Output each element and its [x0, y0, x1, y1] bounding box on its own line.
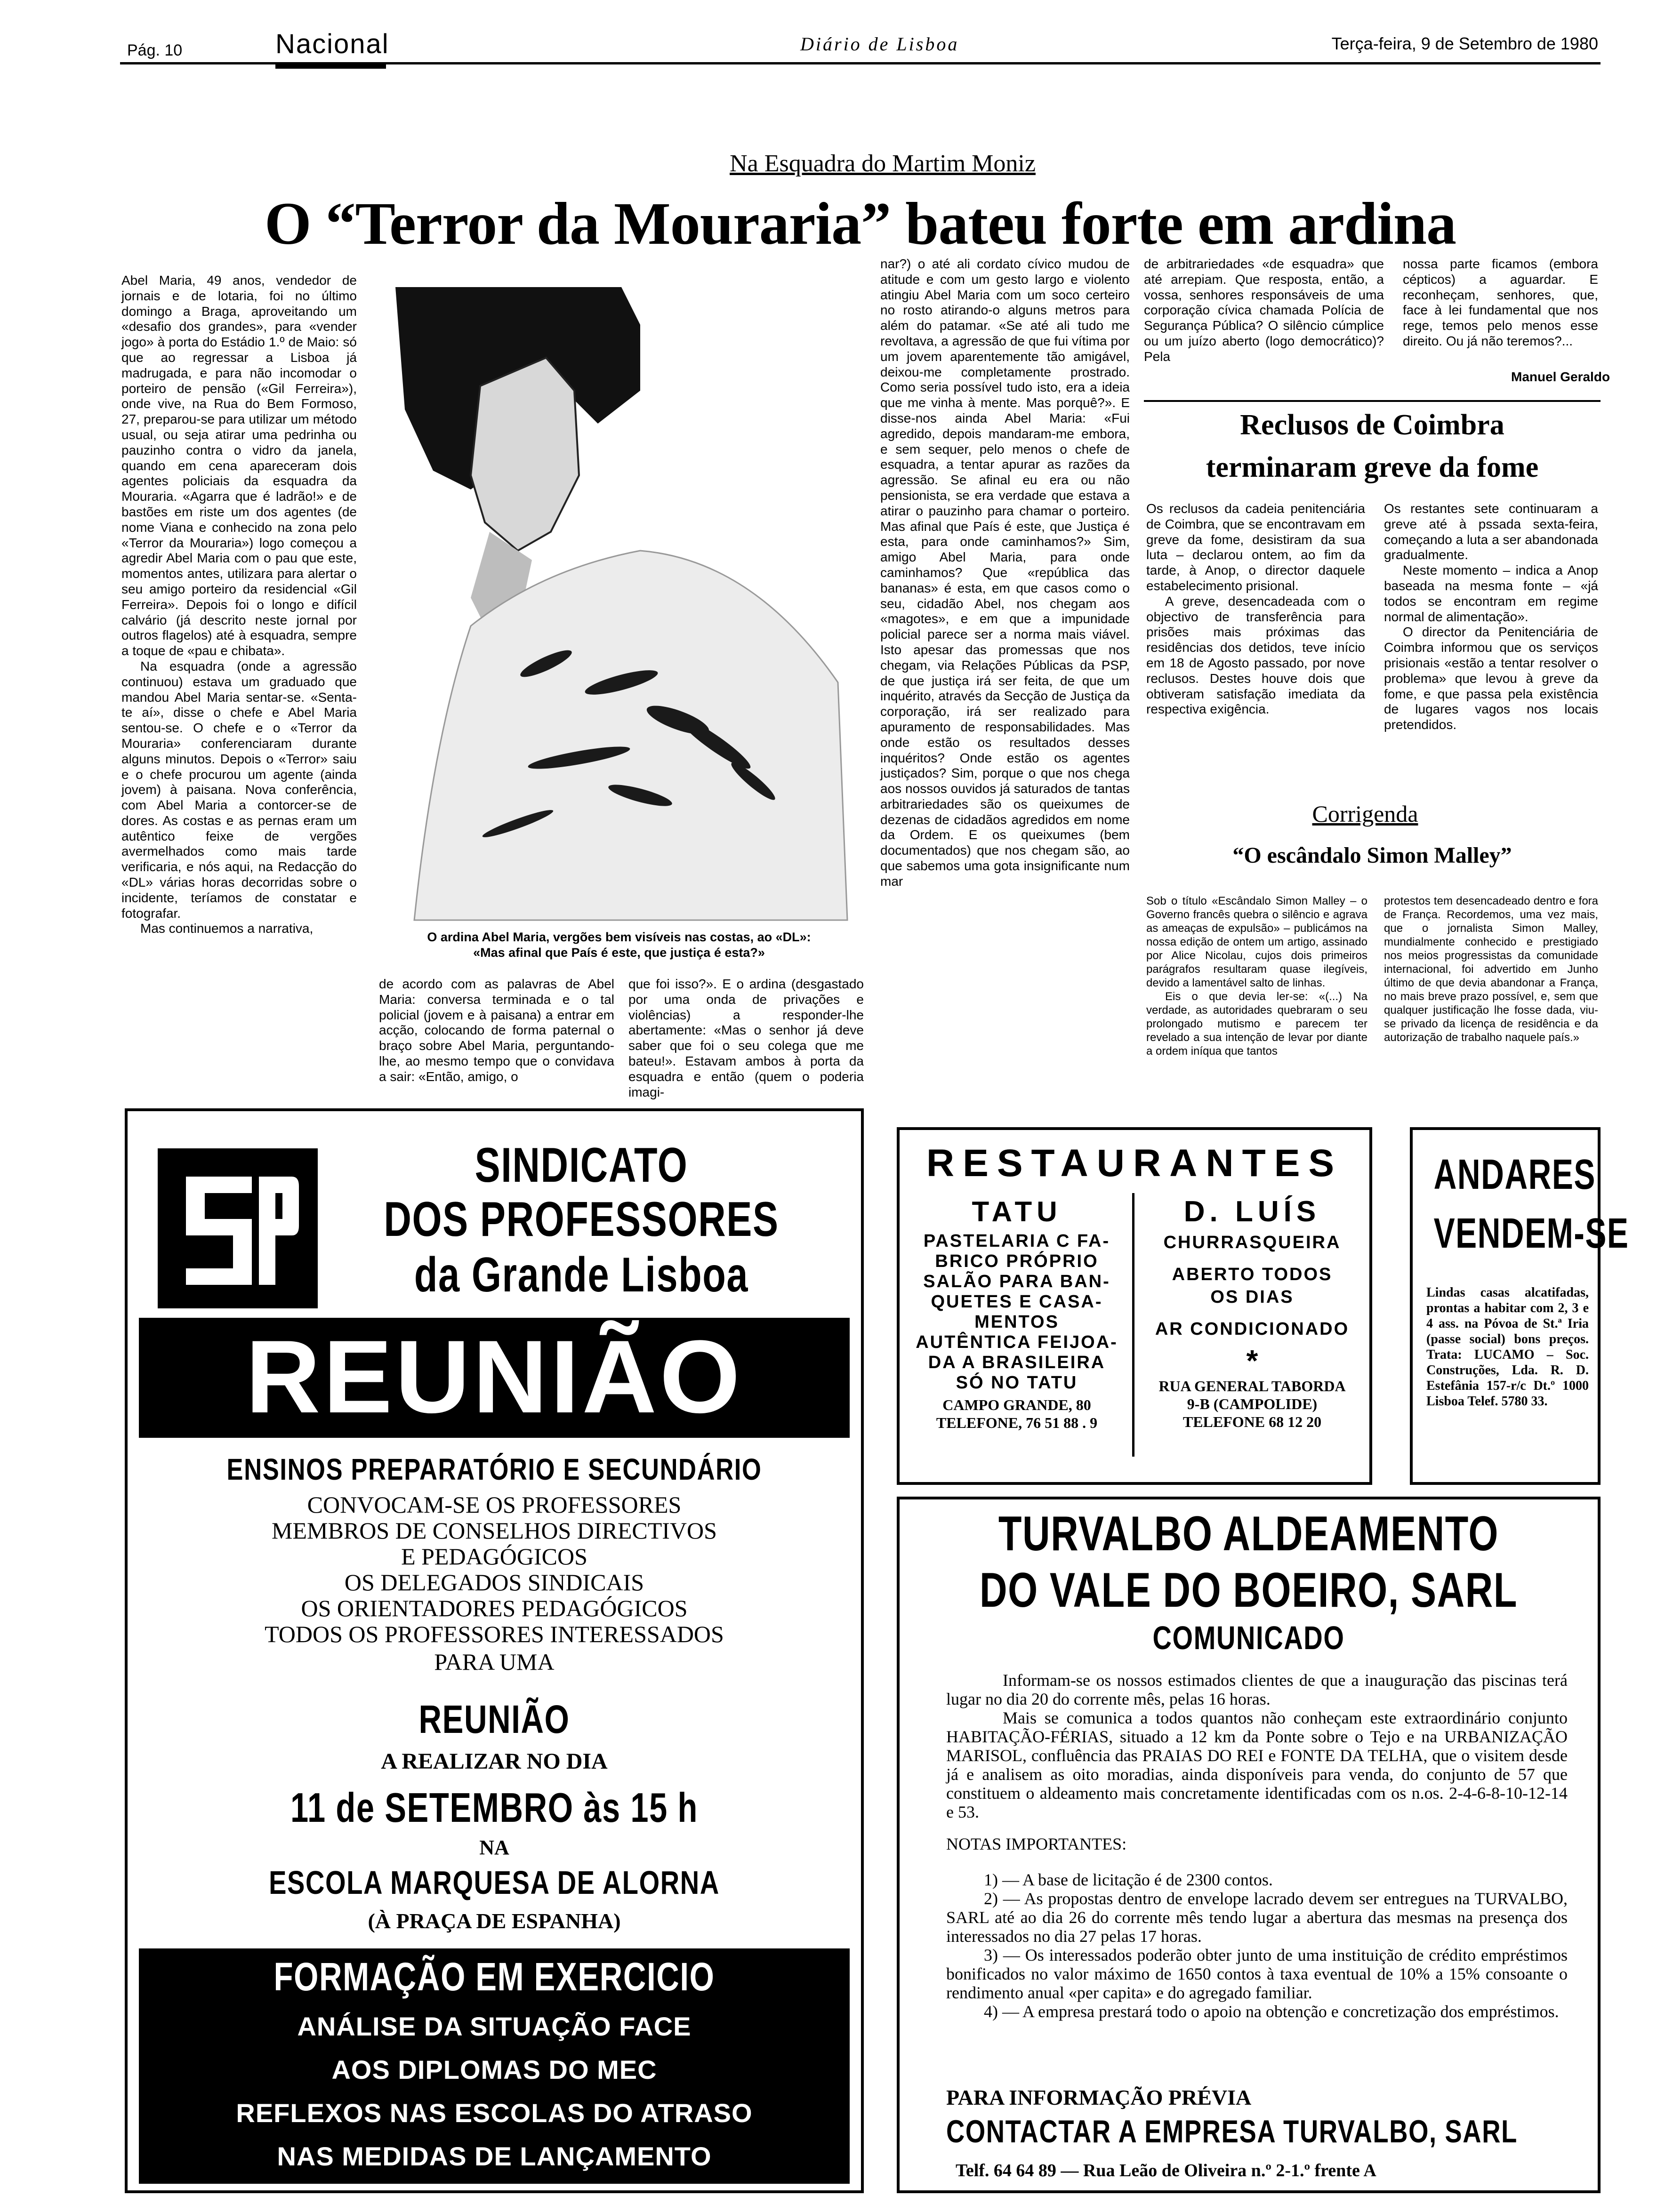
formacao-line: ANÁLISE DA SITUAÇÃO FACE	[297, 2012, 692, 2041]
sindicato-title-block	[325, 1139, 838, 1303]
reclusos-paragraph: A greve, desencadeada com o objectivo de transferência para prisões mais próximas das residências dos detidos, teve início em 18 de Agosto passado, por nove reclusos. Destes houve dois que obtiveram satisfação imediata da respectiva exigência.	[1146, 593, 1365, 717]
restaurantes-divider	[1132, 1193, 1134, 1457]
issue-date: Terça-feira, 9 de Setembro de 1980	[1331, 34, 1598, 53]
sindicato-line: E PEDAGÓGICOS	[401, 1543, 587, 1570]
turvalbo-paragraph: Informam-se os nossos estimados clientes de que a inauguração das piscinas terá lugar no dia 20 do corrente mês, pelas 16 horas.	[946, 1671, 1568, 1708]
formacao-line: REFLEXOS NAS ESCOLAS DO ATRASO	[236, 2098, 753, 2128]
sindicato-venue-sub: (À PRAÇA DE ESPANHA)	[368, 1909, 621, 1933]
tatu-address-line: TELEFONE, 76 51 88 . 9	[936, 1414, 1098, 1431]
story-paragraph: que foi isso?». E o ardina (desgastado por uma onda de privações e violências) a responder-lhe abertamente: «Mas o senhor já deve saber que foi o seu colega que me bateu!». Estavam ambos à porta da esquadra e então (quem o poderia imagi-	[628, 977, 864, 1099]
sindicato-formacao-block	[139, 1948, 850, 2184]
caption-line: «Mas afinal que País é este, que justiça é esta?»	[473, 946, 765, 960]
sp-logo	[158, 1148, 318, 1308]
tatu-lines	[906, 1231, 1127, 1393]
restaurantes-title: RESTAURANTES	[926, 1142, 1343, 1185]
andares-title-1: ANDARES	[1433, 1151, 1596, 1198]
corrigenda-paragraph: protestos tem desencadeado dentro e fora de França. Recordemos, uma vez mais, que o jornalista Simon Malley, mundialmente conhecido e prestigiado nos meios progressistas da comunidade internacional, foi advertido em Junho último de que devia abandonar a França, no mais breve prazo possível, e, sem que qualquer justificação lhe fosse dada, viu-se privado da licença de residência e da autorização de trabalho naquele país.»	[1384, 895, 1598, 1044]
dluis-line	[1139, 1254, 1365, 1263]
reclusos-col-2	[1384, 501, 1598, 784]
story-paragraph: Mas continuemos a narrativa,	[140, 921, 314, 936]
dluis-line: OS DIAS	[1210, 1287, 1294, 1307]
turvalbo-info: PARA INFORMAÇÃO PRÉVIA	[946, 2085, 1252, 2109]
tatu-block	[906, 1195, 1127, 1432]
sindicato-line: OS ORIENTADORES PEDAGÓGICOS	[301, 1595, 688, 1621]
paper-name: Diário de Lisboa	[800, 33, 959, 55]
dluis-line: AR CONDICIONADO	[1155, 1319, 1350, 1339]
sindicato-a-realizar: A REALIZAR NO DIA	[381, 1749, 608, 1774]
reclusos-headline-1: Reclusos de Coimbra	[1240, 409, 1504, 441]
corrigenda-title: Corrigenda	[1312, 801, 1418, 827]
corrigenda-col-2	[1384, 894, 1598, 1085]
corrigenda-subtitle: “O escândalo Simon Malley”	[1232, 843, 1512, 868]
reclusos-col-1	[1146, 501, 1365, 784]
andares-title-2: VENDEM-SE	[1433, 1210, 1629, 1257]
tatu-line: QUETES E CASA-	[931, 1292, 1103, 1312]
section-underline	[275, 63, 386, 69]
turvalbo-phone: Telf. 64 64 89 — Rua Leão de Oliveira n.º 2-1.º frente A	[956, 2161, 1376, 2180]
sindicato-na: NA	[479, 1836, 509, 1859]
tatu-line: BRICO PRÓPRIO	[935, 1251, 1099, 1271]
page-number: Pág. 10	[127, 41, 183, 59]
photo-caption	[377, 930, 861, 961]
dluis-line	[1139, 1308, 1365, 1318]
tatu-address	[906, 1396, 1127, 1432]
turvalbo-nota: 4) — A empresa prestará todo o apoio na obtenção e concretização dos empréstimos.	[984, 2002, 1559, 2021]
sindicato-banner: REUNIÃO	[139, 1318, 850, 1438]
corrigenda-paragraph: Sob o título «Escândalo Simon Malley – o Governo francês quebra o silêncio e agrava as ameaças de expulsão» – publicámos na nossa edição de ontem um artigo, assinado por Alice Nicolau, cujos dois primeiros parágrafos resultaram quase ilegíveis, devido a lamentável salto de linhas.	[1146, 895, 1367, 989]
turvalbo-notas-title: NOTAS IMPORTANTES:	[946, 1835, 1127, 1853]
turvalbo-nota: 3) — Os interessados poderão obter junto de uma instituição de crédito empréstimos bonificados no valor máximo de 1650 contos à taxa eventual de 10% a 15% consoante o rendimento anual «per capita» e do agregado familiar.	[946, 1946, 1568, 2002]
sindicato-para-uma: PARA UMA	[434, 1649, 555, 1675]
story-paragraph: de arbitrariedades «de esquadra» que até arrepiam. Que resposta, então, a vossa, senhores responsáveis de uma corporação cívica chamada Polícia de Segurança Pública? O silêncio cúmplice ou um juízo aberto (logo democrático)? Pela	[1144, 256, 1384, 364]
story-col-1	[121, 273, 357, 1082]
reclusos-paragraph: Os restantes sete continuaram a greve até à pssada sexta-feira, começando a luta a ser abandonada gradualmente.	[1384, 501, 1598, 562]
story-headline: O “Terror da Mouraria” bateu forte em ardina	[264, 190, 1456, 257]
tatu-address-line: CAMPO GRANDE, 80	[942, 1396, 1091, 1413]
sindicato-title-2: DOS PROFESSORES	[384, 1192, 779, 1247]
story-col-5	[1144, 256, 1384, 412]
story-col-2	[379, 977, 614, 1085]
andares-text: Lindas casas alcatifadas, prontas a habitar com 2, 3 e 4 ass. na Póvoa de St.ª Iria (passe social) bons preços. Trata: LUCAMO – Soc. Construções, Lda. R. D. Estefânia 157-r/c Dt.º 1000 Lisboa Telef. 5780 33.	[1426, 1285, 1589, 1409]
sindicato-subtitle: ENSINOS PREPARATÓRIO E SECUNDÁRIO	[226, 1452, 762, 1486]
story-paragraph: Abel Maria, 49 anos, vendedor de jornais e de lotaria, foi no último domingo a Braga, aproveitando um «desafio dos grandes», para «vender jogo» à porta do Estádio 1.º de Maio: só que ao regressar a Lisboa já madrugada, e para não incomodar o porteiro de pensão («Gil Ferreira»), onde vive, na Rua do Bem Formoso, 27, preparou-se para utilizar um método usual, ou seja atirar uma pedrinha ou pauzinho contra o vidro da janela, quando em cena apareceram dois agentes policiais da esquadra da Mouraria. «Agarra que é ladrão!» e de bastões em riste um dos agentes (de nome Viana e conhecido na zona pelo «Terror da Mouraria») logo começou a agredir Abel Maria com o pau que este, momentos antes, utilizara para alertar o seu amigo porteiro da residencial «Gil Ferreira». Depois foi o longo e difícil calvário (já descrito neste jornal por outros flagelos) até à esquadra, sempre a toque de «pau e chibata».	[121, 273, 357, 658]
story-col-6	[1403, 256, 1598, 369]
tatu-line: MENTOS	[974, 1312, 1059, 1332]
sindicato-line: OS DELEGADOS SINDICAIS	[344, 1569, 644, 1595]
dluis-lines	[1139, 1231, 1365, 1340]
sp-logo-icon	[158, 1148, 318, 1308]
story-paragraph: Na esquadra (onde a agressão continuou) estava um graduado que mandou Abel Maria sentar-se. «Senta-te aí», disse o chefe e Abel Maria sentou-se. O chefe e o «Terror da Mouraria» conferenciaram durante alguns minutos. Depois o «Terror» saiu e o chefe procurou um agente (ainda jovem) à paisana. Nova conferência, com Abel Maria a contorcer-se de dores. As costas e as pernas eram um autêntico feixe de vergões avermelhados como mais tarde verificaria, e nós aqui, na Redacção do «DL» várias horas decorridas sobre o incidente, teríamos de constatar e fotografar.	[121, 658, 357, 921]
dluis-address-line: TELEFONE 68 12 20	[1182, 1413, 1322, 1430]
story-kicker: Na Esquadra do Martim Moniz	[730, 150, 1036, 177]
sindicato-title-1: SINDICATO	[475, 1138, 688, 1193]
tatu-line: SÓ NO TATU	[956, 1373, 1078, 1393]
reclusos-headline-2: terminaram greve da fome	[1206, 451, 1539, 483]
tatu-line: PASTELARIA C FA-	[923, 1231, 1110, 1251]
tatu-line: AUTÊNTICA FEIJOA-	[916, 1332, 1118, 1352]
sindicato-line: TODOS OS PROFESSORES INTERESSADOS	[265, 1621, 724, 1647]
turvalbo-subtitle: COMUNICADO	[1152, 1619, 1345, 1656]
ardina-photo-image	[377, 268, 861, 920]
turvalbo-nota: 2) — As propostas dentro de envelope lacrado devem ser entregues na TURVALBO, SARL até ao dia 26 do corrente mês tendo lugar a abertura das mesmas na presença dos interessados no dia 27 pelas 17 horas.	[946, 1889, 1568, 1946]
formacao-line: NAS MEDIDAS DE LANÇAMENTO	[277, 2141, 712, 2171]
corrigenda-col-1	[1146, 894, 1367, 1085]
story-paragraph: nossa parte ficamos (embora cépticos) a aguardar. E reconheçam, senhores, que, face à lei fundamental que nos rege, temos pelo menos esse direito. Ou já não teremos?...	[1403, 256, 1598, 348]
story-end-rule	[1144, 400, 1601, 402]
dluis-address-line: RUA GENERAL TABORDA	[1158, 1378, 1346, 1395]
dluis-address-line: 9-B (CAMPOLIDE)	[1187, 1395, 1318, 1412]
reclusos-paragraph: Os reclusos da cadeia penitenciária de Coimbra, que se encontravam em greve da fome, desistiram da sua luta – declarou ontem, ao fim da tarde, à Anop, o director daquele estabelecimento prisional.	[1146, 501, 1365, 593]
turvalbo-title-1: TURVALBO ALDEAMENTO	[998, 1507, 1499, 1561]
sindicato-date: 11 de SETEMBRO às 15 h	[290, 1784, 698, 1831]
sindicato-line: MEMBROS DE CONSELHOS DIRECTIVOS	[272, 1517, 717, 1544]
dluis-name: D. LUÍS	[1183, 1195, 1321, 1228]
caption-line: O ardina Abel Maria, vergões bem visíveis nas costas, ao «DL»:	[427, 930, 811, 944]
story-col-3	[628, 977, 864, 1099]
turvalbo-paragraph: Mais se comunica a todos quantos não conheçam este extraordinário conjunto HABITAÇÃO-FÉRIAS, situado a 12 km da Ponte sobre o Tejo e na URBANIZAÇÃO MARISOL, confluência das PRAIAS DO REI e FONTE DA TELHA, que o visitem desde já e analisem as oito moradias, ainda disponíveis para venda, do conjunto de 57 que constituem o aldeamento mais concretamente identificadas com os n.os. 2-4-6-8-10-12-14 e 53.	[946, 1708, 1568, 1821]
story-photo	[377, 268, 861, 920]
story-paragraph: de acordo com as palavras de Abel Maria: conversa terminada e o tal policial (jovem e à paisana) a entrar em acção, colocando de forma paternal o braço sobre Abel Maria, perguntando-lhe, ao mesmo tempo que o convidava a sair: «Então, amigo, o	[379, 977, 614, 1084]
dluis-line: ABERTO TODOS	[1172, 1265, 1333, 1284]
star-icon: *	[1246, 1344, 1258, 1378]
sindicato-lines	[139, 1492, 850, 1675]
corrigenda-paragraph: Eis o que devia ler-se: «(...) Na verdade, as autoridades quebraram o seu prolongado mutismo e parecem ter revelado a sua intenção de levar por diante a ordem iníqua que tantos	[1146, 990, 1367, 1058]
sindicato-line: CONVOCAM-SE OS PROFESSORES	[307, 1491, 682, 1518]
formacao-line: AOS DIPLOMAS DO MEC	[331, 2055, 657, 2084]
story-paragraph: nar?) o até ali cordato cívico mudou de atitude e com um gesto largo e violento atingiu Abel Maria com um soco certeiro no rosto atirando-o alguns metros para além do patamar. «Se até ali tudo me revoltava, a agressão de que fui vítima por um jovem aparentemente tão amigável, deixou-me completamente prostrado. Como seria possível tudo isto, era a ideia que me vinha à mente. Mas porquê?». E disse-nos ainda Abel Maria: «Fui agredido, depois mandaram-me embora, e sem sequer, pelo menos o chefe de esquadra, a tentar apurar as razões da agressão. Se afinal eu era ou não pensionista, se era verdade que estava a atirar o pauzinho para chamar o porteiro. Mas afinal que País é este, que Justiça é esta, para onde caminhamos?» Sim, amigo Abel Maria, para onde caminhamos? Que «república das bananas» é esta, em que casos como o seu, cidadão Abel, nos chegam aos «magotes», e em que a impunidade policial parece ser a norma mais viável. Isto apesar das promessas que nos chegam, via Relações Públicas da PSP, de que justiça irá ser feita, de que um inquérito, através da Secção de Justiça da corporação, irá ser realizado para apuramento de responsabilidades. Mas onde estão os resultados desses inquéritos? Onde estão os agentes justiçados? Sim, porque o que nos chega aos nossos ouvidos já saturados de tantas arbitrariedades são os queixumes de dezenas de cidadãos agredidos em nome da Ordem. E os queixumes (bem documentados) que nos chegam são, ao que sabemos uma gota insignificante num mar	[880, 256, 1130, 889]
turvalbo-title-2: DO VALE DO BOEIRO, SARL	[979, 1563, 1518, 1618]
tatu-name: TATU	[972, 1196, 1062, 1227]
turvalbo-contact: CONTACTAR A EMPRESA TURVALBO, SARL	[946, 2114, 1518, 2149]
reclusos-paragraph: O director da Penitenciária de Coimbra informou que os serviços prisionais «estão a tentar resolver o problema» que levou à greve da fome, e que passa pela existência de lugares vagos nos locais pretendidos.	[1384, 625, 1598, 732]
tatu-line: DA A BRASILEIRA	[928, 1353, 1106, 1372]
section-name: Nacional	[275, 29, 389, 59]
formacao-lines	[139, 2005, 850, 2178]
story-byline: Manuel Geraldo	[1511, 369, 1610, 384]
formacao-title: FORMAÇÃO EM EXERCICIO	[273, 1955, 715, 1999]
sindicato-venue: ESCOLA MARQUESA DE ALORNA	[269, 1864, 720, 1901]
dluis-address	[1139, 1377, 1365, 1431]
sindicato-reuniao-2: REUNIÃO	[418, 1697, 570, 1741]
tatu-line: SALÃO PARA BAN-	[923, 1272, 1110, 1291]
dluis-block	[1139, 1195, 1365, 1431]
reclusos-paragraph: Neste momento – indica a Anop baseada na mesma fonte – «já todos se encontram em regime normal de alimentação».	[1384, 563, 1598, 624]
dluis-line: CHURRASQUEIRA	[1163, 1233, 1341, 1252]
sindicato-title-3: da Grande Lisboa	[414, 1248, 749, 1302]
turvalbo-body	[946, 1671, 1568, 2021]
turvalbo-nota: 1) — A base de licitação é de 2300 contos.	[984, 1870, 1273, 1889]
story-col-4	[880, 256, 1130, 1085]
